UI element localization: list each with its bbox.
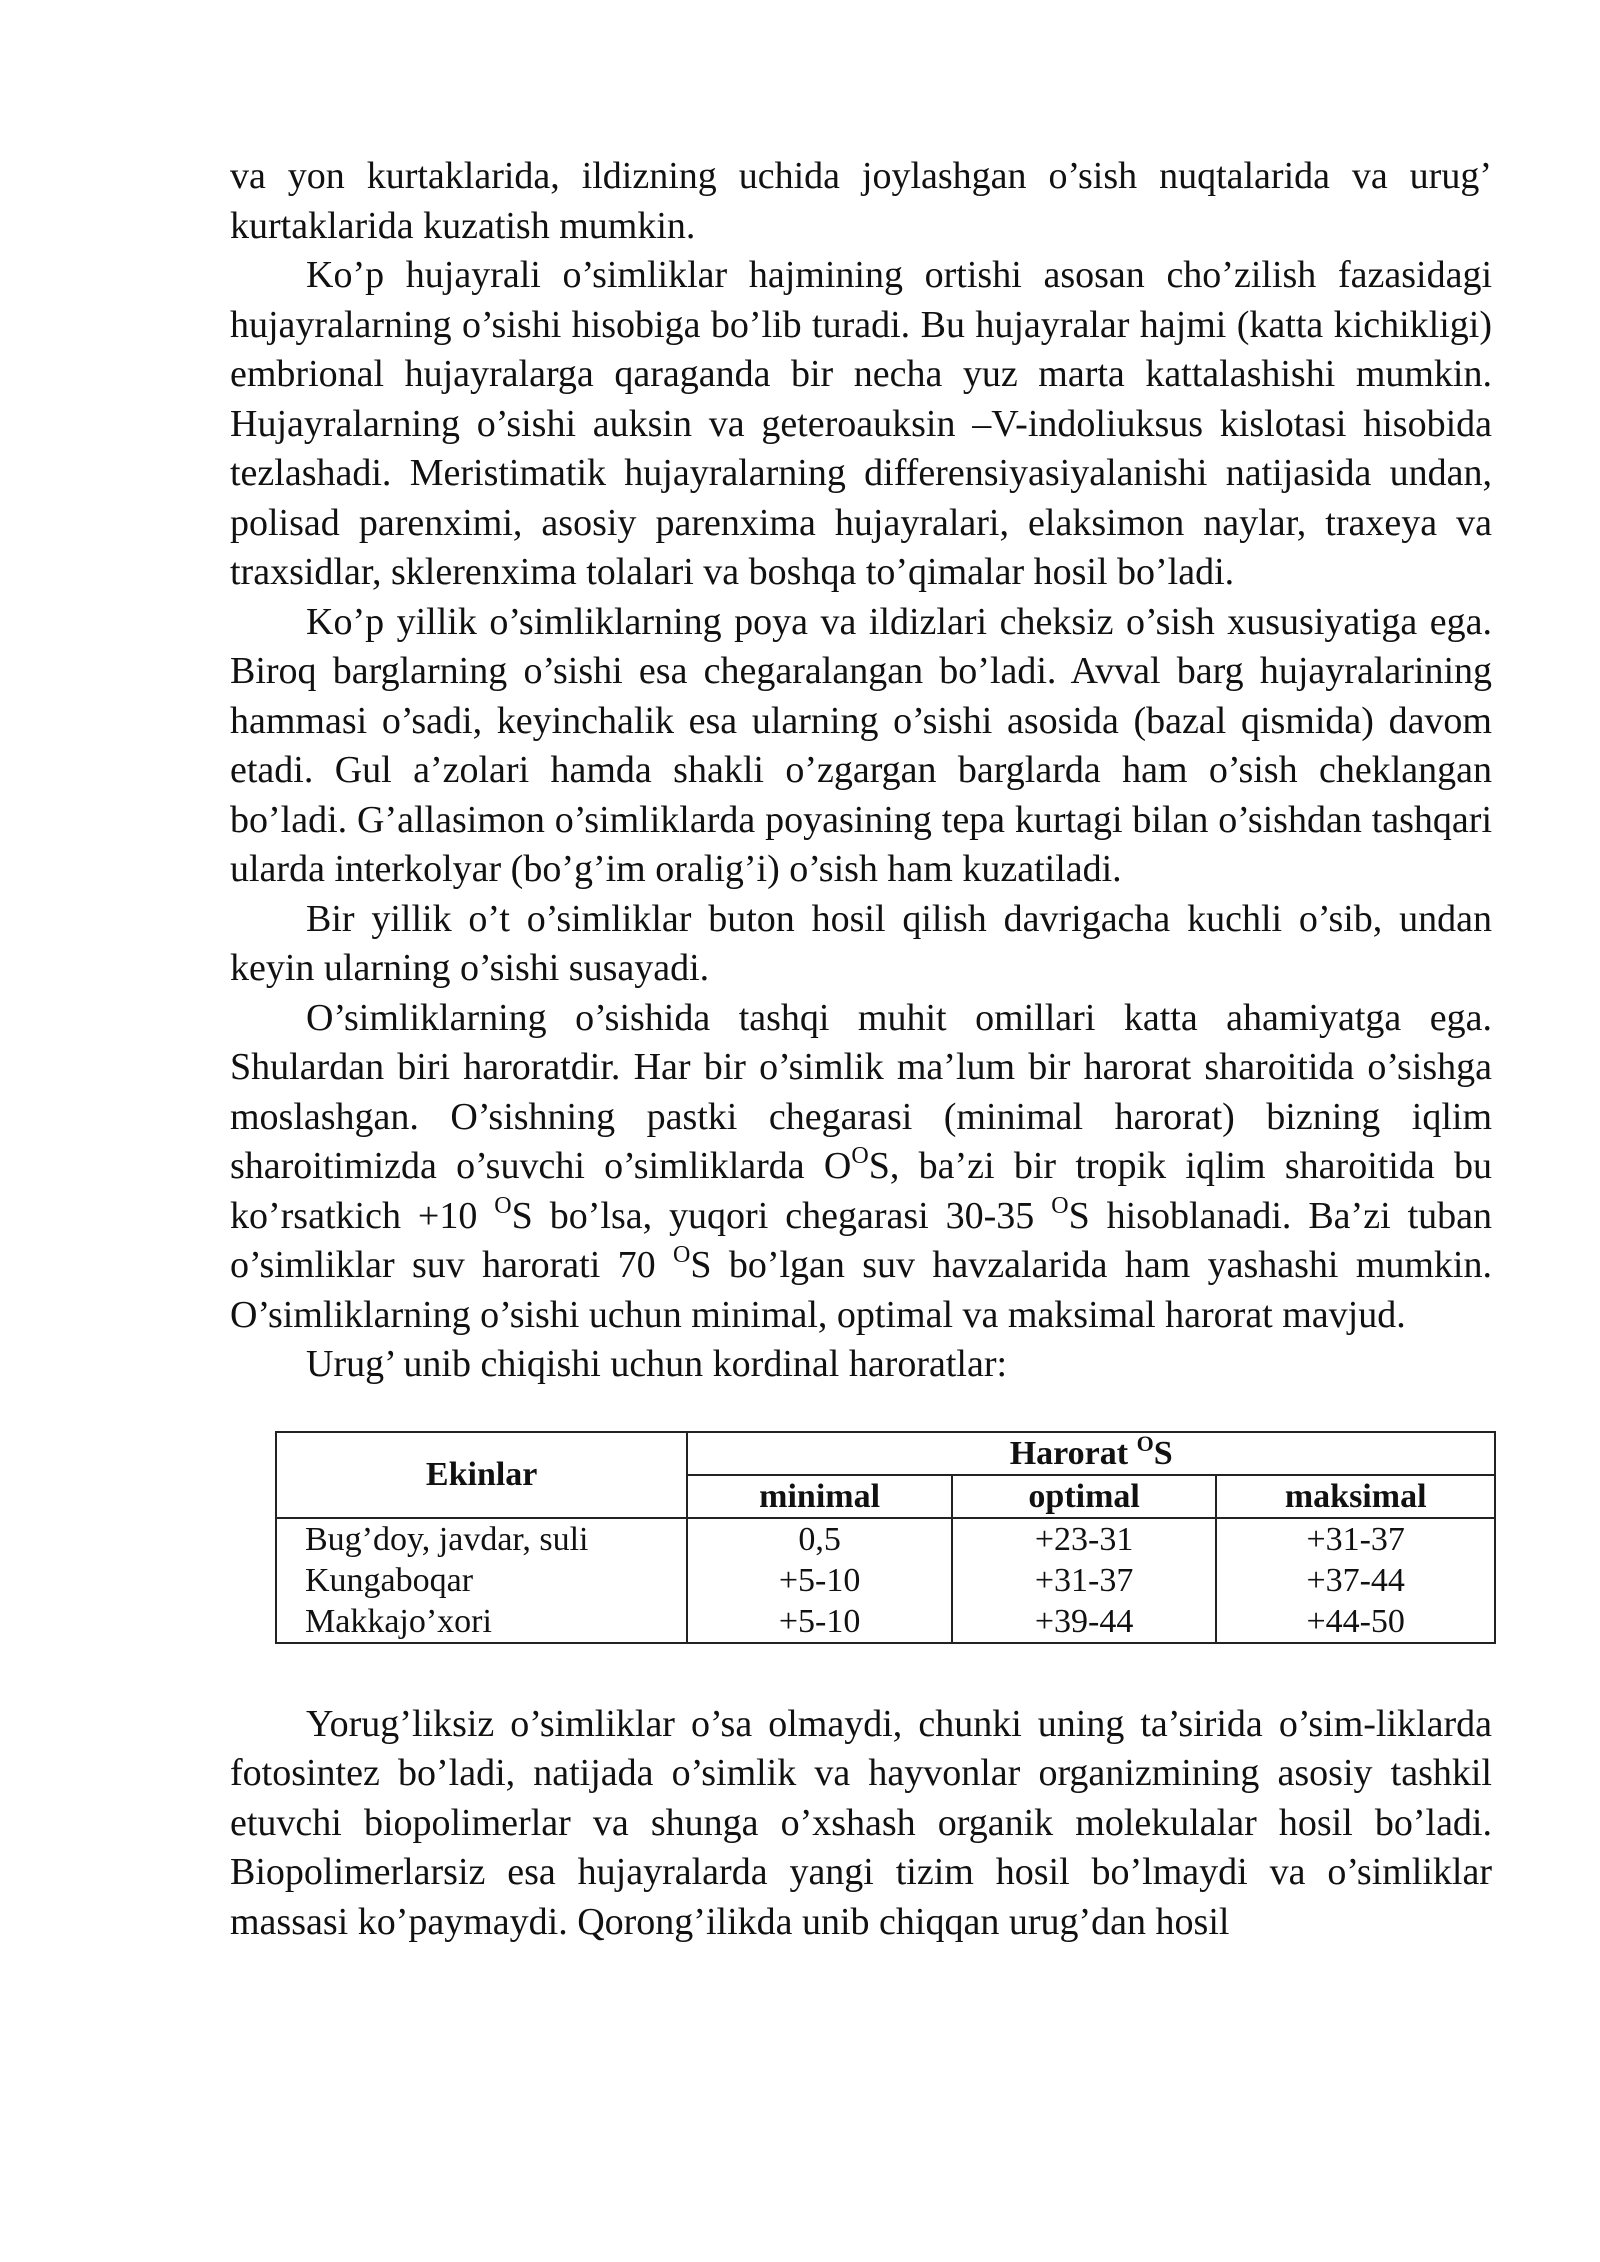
- header-temperature-label: Harorat: [1009, 1434, 1137, 1472]
- degree-superscript-4: O: [673, 1242, 691, 1268]
- row-maximal: +31-37: [1216, 1518, 1495, 1560]
- header-crops: Ekinlar: [276, 1432, 687, 1518]
- paragraph-light: Yorug’liksiz o’simliklar o’sa olmaydi, chunki uning ta’sirida o’sim-liklarda fotosintez bo’ladi, natijada o’simlik va hayvonlar organizmining asosiy tashkil etuvchi biopolimerlar va shunga o’xshash organik molekulalar hosil bo’ladi. Biopolimerlarsiz esa hujayralarda yangi tizim hosil bo’lmaydi va o’simliklar massasi ko’paymaydi. Qorong’ilikda unib chiqqan urug’dan hosil: [230, 1702, 1492, 1943]
- temperature-text-4: S hisoblanadi. Ba’zi tuban o’simliklar suv harorati 70: [230, 1194, 1492, 1286]
- header-degree-superscript: O: [1136, 1430, 1154, 1456]
- header-temperature-unit: S: [1153, 1434, 1173, 1472]
- row-maximal: +37-44: [1216, 1560, 1495, 1601]
- table-row: [276, 1601, 1495, 1643]
- header-minimal: minimal: [687, 1475, 952, 1518]
- header-optimal: optimal: [952, 1475, 1217, 1518]
- row-minimal: +5-10: [687, 1560, 952, 1601]
- table-intro: Urug’ unib chiqishi uchun kordinal haroratlar:: [306, 1343, 1008, 1385]
- row-optimal: +23-31: [952, 1518, 1217, 1560]
- paragraph-temperature: [230, 994, 1492, 1341]
- header-temperature: [687, 1432, 1495, 1475]
- table-header-row: [276, 1432, 1495, 1475]
- temperature-table: [275, 1431, 1496, 1644]
- paragraph-annual-growth: Bir yillik o’t o’simliklar buton hosil qilish davrigacha kuchli o’sib, undan keyin ularning o’sishi susayadi.: [230, 897, 1492, 989]
- document-page: [230, 152, 1492, 1947]
- row-crop: Bug’doy, javdar, suli: [276, 1518, 687, 1560]
- row-optimal: +31-37: [952, 1560, 1217, 1601]
- temperature-text-2: S, ba’zi bir tropik iqlim sharoitida bu ko’rsatkich +10: [230, 1145, 1493, 1237]
- row-optimal: +39-44: [952, 1601, 1217, 1643]
- table-row: [276, 1518, 1495, 1560]
- degree-superscript-1: O: [851, 1143, 869, 1169]
- temperature-text-5: S bo’lgan suv havzalarida ham yashashi mumkin. O’simliklarning o’sishi uchun minimal, optimal va maksimal harorat mavjud.: [230, 1244, 1492, 1336]
- row-minimal: +5-10: [687, 1601, 952, 1643]
- degree-superscript-3: O: [1051, 1192, 1069, 1219]
- paragraph-cell-growth: Ko’p hujayrali o’simliklar hajmining ortishi asosan cho’zilish fazasidagi hujayralarning o’sishi hisobiga bo’lib turadi. Bu hujayralar hajmi (katta kichikligi) embrional hujayralarga qaraganda bir necha yuz marta kattalashishi mumkin. Hujayralarning o’sishi auksin va geteroauksin –V-indoliuksus kislotasi hisobida tezlashadi. Meristimatik hujayralarning differensiyasiyalanishi natijasida undan, polisad parenximi, asosiy parenxima hujayralari, elaksimon naylar, traxeya va traxsidlar, sklerenxima tolalari va boshqa to’qimalar hosil bo’ladi.: [230, 254, 1492, 593]
- row-maximal: +44-50: [1216, 1601, 1495, 1643]
- row-crop: Kungaboqar: [276, 1560, 687, 1601]
- paragraph-continuation: va yon kurtaklarida, ildizning uchida joylashgan o’sish nuqtalarida va urug’ kurtaklarida kuzatish mumkin.: [230, 155, 1492, 247]
- degree-superscript-2: O: [494, 1192, 512, 1219]
- header-maximal: maksimal: [1216, 1475, 1495, 1518]
- temperature-table-container: [230, 1431, 1492, 1644]
- row-crop: Makkajo’xori: [276, 1601, 687, 1643]
- temperature-text-3: S bo’lsa, yuqori chegarasi 30-35: [511, 1194, 1052, 1237]
- row-minimal: 0,5: [687, 1518, 952, 1560]
- temperature-text-1: O’simliklarning o’sishida tashqi muhit omillari katta ahamiyatga ega. Shulardan biri haroratdir. Har bir o’simlik ma’lum bir harorat sharoitida o’sishga moslashgan. O’sishning pastki chegarasi (minimal harorat) bizning iqlim sharoitimizda o’suvchi o’simliklarda O: [230, 996, 1492, 1187]
- table-row: [276, 1560, 1495, 1601]
- paragraph-perennial-growth: Ko’p yillik o’simliklarning poya va ildizlari cheksiz o’sish xususiyatiga ega. Biroq barglarning o’sishi esa chegaralangan bo’ladi. Avval barg hujayralarining hammasi o’sadi, keyinchalik esa ularning o’sishi asosida (bazal qismida) davom etadi. Gul a’zolari hamda shakli o’zgargan barglarda ham o’sish cheklangan bo’ladi. G’allasimon o’simliklarda poyasining tepa kurtagi bilan o’sishdan tashqari ularda interkolyar (bo’g’im oralig’i) o’sish ham kuzatiladi.: [230, 600, 1492, 890]
